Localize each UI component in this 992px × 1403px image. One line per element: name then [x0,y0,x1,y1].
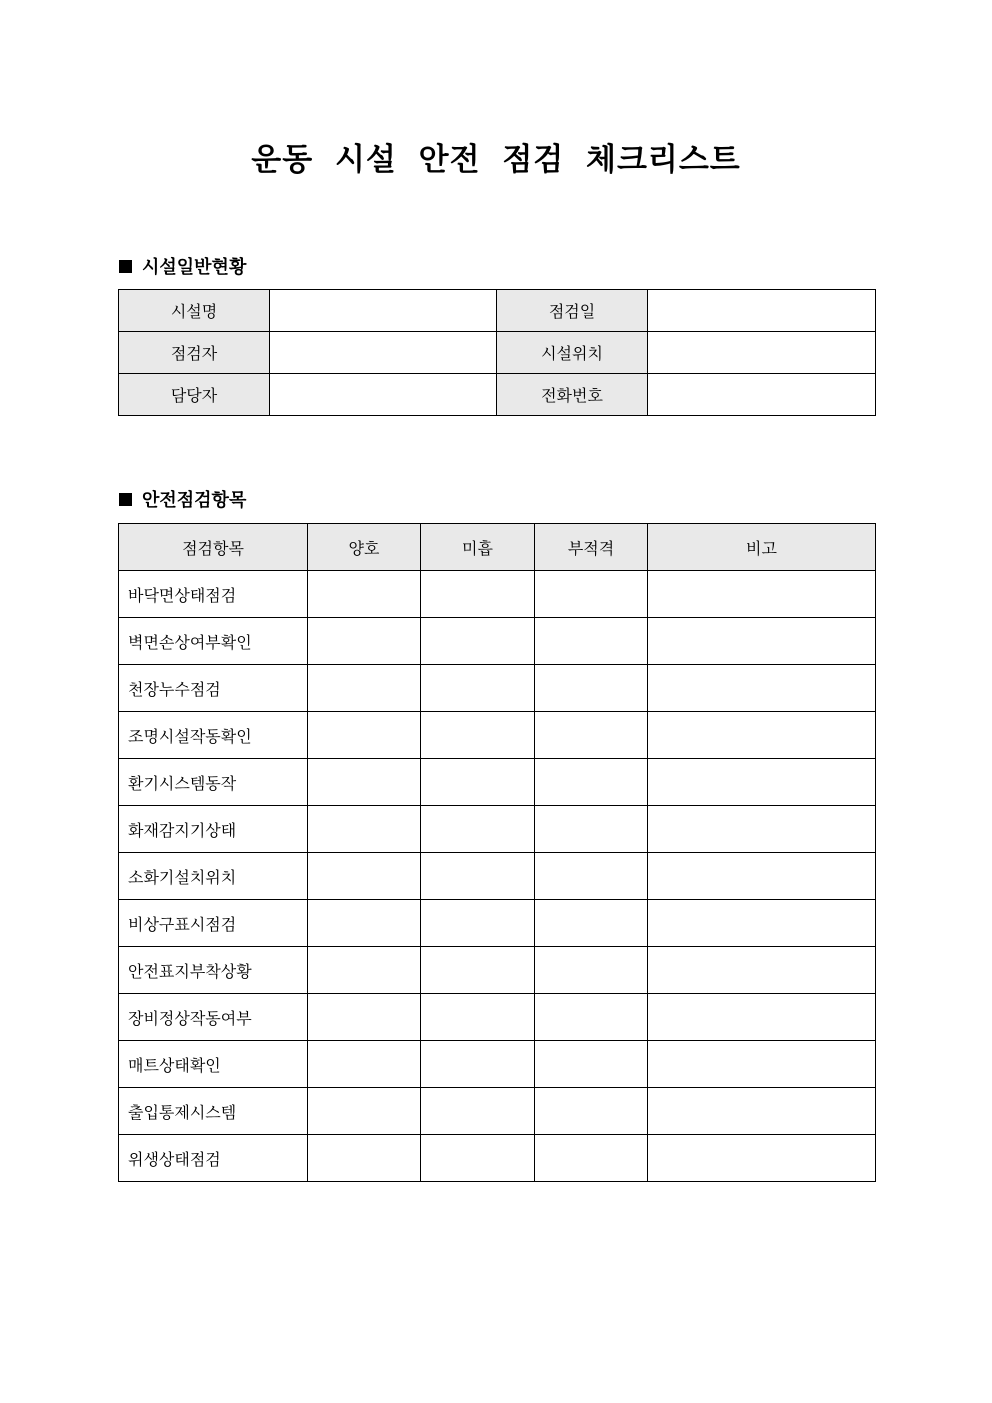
good-cell[interactable] [308,1088,421,1135]
table-row [119,712,876,759]
nonconforming-cell[interactable] [535,665,648,712]
check-item-label: 비상구표시점검 [119,900,308,947]
table-row [119,1135,876,1182]
insufficient-cell[interactable] [421,1041,535,1088]
good-cell[interactable] [308,900,421,947]
remarks-cell[interactable] [648,900,876,947]
table-row [119,1088,876,1135]
info-label: 전화번호 [497,374,648,416]
remarks-cell[interactable] [648,994,876,1041]
info-value-field[interactable] [648,290,876,332]
table-header-row [119,524,876,571]
check-item-label: 매트상태확인 [119,1041,308,1088]
info-value-field[interactable] [648,332,876,374]
safety-check-table [118,523,876,1182]
info-value-field[interactable] [270,290,497,332]
section-heading-facility-info [119,253,246,279]
remarks-cell[interactable] [648,759,876,806]
good-cell[interactable] [308,1135,421,1182]
nonconforming-cell[interactable] [535,618,648,665]
table-row [119,853,876,900]
remarks-cell[interactable] [648,1041,876,1088]
insufficient-cell[interactable] [421,947,535,994]
remarks-cell[interactable] [648,947,876,994]
nonconforming-cell[interactable] [535,1088,648,1135]
table-row [119,994,876,1041]
table-row [119,1041,876,1088]
remarks-cell[interactable] [648,1088,876,1135]
table-row [119,900,876,947]
insufficient-cell[interactable] [421,1135,535,1182]
remarks-cell[interactable] [648,665,876,712]
info-value-field[interactable] [648,374,876,416]
remarks-cell[interactable] [648,571,876,618]
column-header: 양호 [308,524,421,571]
info-label: 시설위치 [497,332,648,374]
square-bullet-icon [119,260,132,273]
table-row [119,618,876,665]
info-label: 시설명 [119,290,270,332]
nonconforming-cell[interactable] [535,571,648,618]
square-bullet-icon [119,493,132,506]
insufficient-cell[interactable] [421,712,535,759]
section-heading-safety-check [119,486,246,512]
info-row [119,290,876,332]
insufficient-cell[interactable] [421,994,535,1041]
column-header: 비고 [648,524,876,571]
info-label: 점검일 [497,290,648,332]
info-label: 점검자 [119,332,270,374]
check-item-label: 조명시설작동확인 [119,712,308,759]
check-item-label: 환기시스템동작 [119,759,308,806]
insufficient-cell[interactable] [421,571,535,618]
good-cell[interactable] [308,853,421,900]
check-item-label: 위생상태점검 [119,1135,308,1182]
nonconforming-cell[interactable] [535,806,648,853]
insufficient-cell[interactable] [421,618,535,665]
insufficient-cell[interactable] [421,665,535,712]
insufficient-cell[interactable] [421,1088,535,1135]
info-row [119,332,876,374]
remarks-cell[interactable] [648,806,876,853]
check-item-label: 장비정상작동여부 [119,994,308,1041]
table-row [119,806,876,853]
facility-info-table [118,289,876,416]
check-item-label: 바닥면상태점검 [119,571,308,618]
info-value-field[interactable] [270,374,497,416]
info-row [119,374,876,416]
good-cell[interactable] [308,806,421,853]
check-item-label: 화재감지기상태 [119,806,308,853]
info-value-field[interactable] [270,332,497,374]
nonconforming-cell[interactable] [535,1135,648,1182]
nonconforming-cell[interactable] [535,1041,648,1088]
nonconforming-cell[interactable] [535,759,648,806]
nonconforming-cell[interactable] [535,900,648,947]
column-header: 미흡 [421,524,535,571]
nonconforming-cell[interactable] [535,853,648,900]
insufficient-cell[interactable] [421,806,535,853]
remarks-cell[interactable] [648,712,876,759]
check-item-label: 안전표지부착상황 [119,947,308,994]
insufficient-cell[interactable] [421,900,535,947]
check-item-label: 천장누수점검 [119,665,308,712]
remarks-cell[interactable] [648,853,876,900]
section-heading-label: 안전점검항목 [142,490,247,511]
check-item-label: 벽면손상여부확인 [119,618,308,665]
good-cell[interactable] [308,1041,421,1088]
good-cell[interactable] [308,947,421,994]
good-cell[interactable] [308,618,421,665]
good-cell[interactable] [308,712,421,759]
table-row [119,947,876,994]
check-item-label: 출입통제시스템 [119,1088,308,1135]
column-header: 부적격 [535,524,648,571]
nonconforming-cell[interactable] [535,712,648,759]
insufficient-cell[interactable] [421,853,535,900]
good-cell[interactable] [308,665,421,712]
nonconforming-cell[interactable] [535,994,648,1041]
insufficient-cell[interactable] [421,759,535,806]
remarks-cell[interactable] [648,618,876,665]
table-row [119,759,876,806]
table-row [119,665,876,712]
good-cell[interactable] [308,994,421,1041]
remarks-cell[interactable] [648,1135,876,1182]
info-label: 담당자 [119,374,270,416]
nonconforming-cell[interactable] [535,947,648,994]
good-cell[interactable] [308,571,421,618]
column-header: 점검항목 [119,524,308,571]
good-cell[interactable] [308,759,421,806]
section-heading-label: 시설일반현황 [142,257,247,278]
table-row [119,571,876,618]
check-item-label: 소화기설치위치 [119,853,308,900]
page-title: 운동 시설 안전 점검 체크리스트 [251,142,741,178]
